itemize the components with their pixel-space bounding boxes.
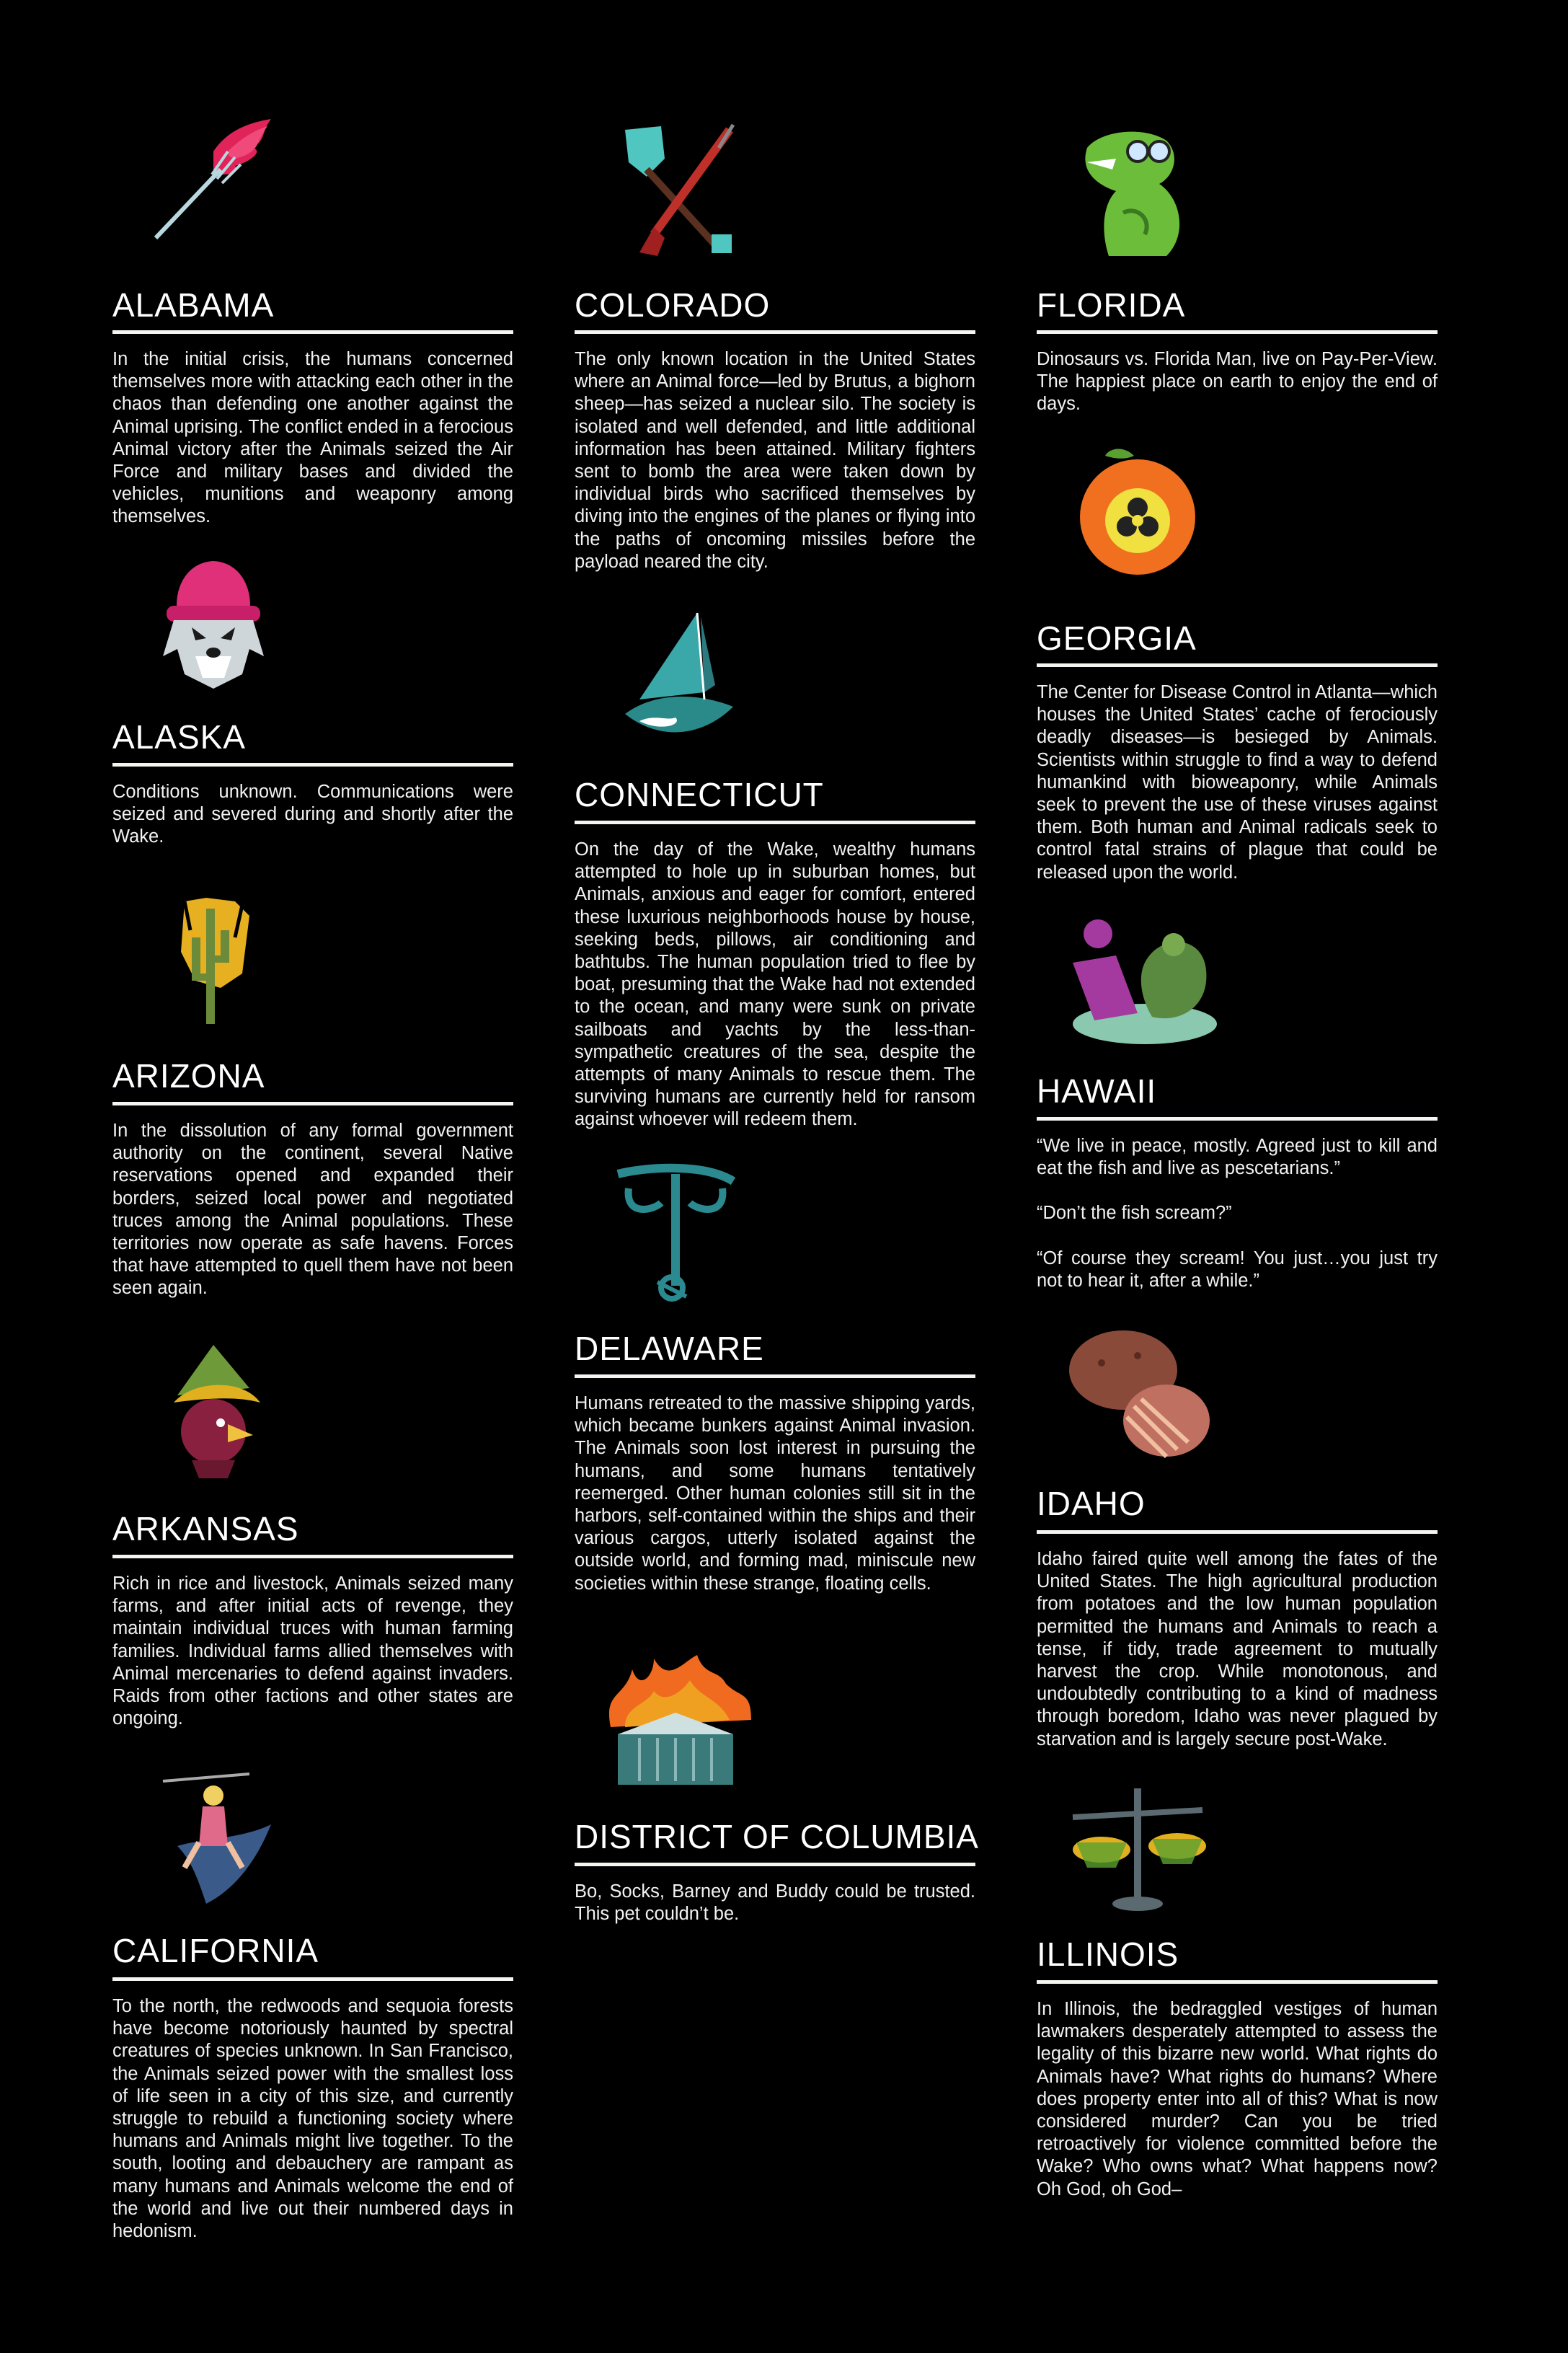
paragraph: The only known location in the United States where an Animal force—led by Brutus, a bighorn sheep—has seized a nuclear silo. The society is isolated and well defended, and little additional information has been attained. Military fighters sent to bomb the area were taken down by individual birds who sacrificed themselves by diving into the engines of the planes or flying into the paths of oncoming missiles before the payload neared the city. bbox=[575, 349, 975, 572]
paragraph: In Illinois, the bedraggled vestiges of human lawmakers desperately attempted to assess the legality of this bizarre new world. What rights do Animals have? What rights do humans? Where does property enter into all of this? What is now considered murder? Can you be tried retroactively for violence committed before the Wake? Who owns what? What happens now? Oh God, oh God– bbox=[1037, 1999, 1438, 2199]
sinking-sailboat-icon bbox=[596, 606, 755, 750]
state-title: CALIFORNIA bbox=[112, 1932, 319, 1969]
burning-white-house-icon bbox=[596, 1648, 755, 1792]
biohazard-peach-icon bbox=[1058, 441, 1217, 586]
title-divider bbox=[112, 1102, 513, 1105]
title-divider bbox=[1037, 1117, 1438, 1121]
state-description bbox=[1037, 1135, 1438, 1292]
paragraph: In the dissolution of any formal government authority on the continent, several Native reservations opened and expanded their borders, seized local power and negotiated truces among the Animal populations. These territories now operate as safe havens. Forces that have attempted to quell them have not been seen again. bbox=[112, 1121, 513, 1299]
state-description bbox=[575, 839, 975, 1131]
state-description bbox=[1037, 1998, 1438, 2201]
state-description bbox=[112, 1995, 513, 2243]
paragraph: “We live in peace, mostly. Agreed just to kill and eat the fish and live as pescetarians.” bbox=[1037, 1136, 1438, 1179]
state-title: DELAWARE bbox=[575, 1330, 764, 1367]
state-description bbox=[112, 1573, 513, 1730]
title-divider bbox=[575, 1374, 975, 1378]
state-title: HAWAII bbox=[1037, 1072, 1157, 1110]
paragraph: In the initial crisis, the humans concerned themselves more with attacking each other in the chaos than defending one another against the Animal uprising. The conflict ended in a ferocious Animal victory after the Animals seized the Air Force and military bases and divided the vehicles, munitions and weaponry among themselves. bbox=[112, 349, 513, 527]
paragraph: On the day of the Wake, wealthy humans attempted to hole up in suburban homes, but Animals, anxious and eager for comfort, entered these luxurious neighborhoods house by house, seeking beds, pillows, air conditioning and bathtubs. The human population tried to flee by boat, presuming that the Wake had not extended to the ocean, and many were sunk on private sailboats and yachts by the less-than-sympathetic creatures of the sea, despite the attempts of many Animals to rescue them. The surviving humans are currently held for ransom against whoever will redeem them. bbox=[575, 839, 975, 1130]
title-divider bbox=[1037, 1980, 1438, 1984]
anchor-icon bbox=[596, 1160, 755, 1304]
wolf-with-hat-icon bbox=[134, 548, 293, 692]
title-divider bbox=[112, 1555, 513, 1558]
state-title: ILLINOIS bbox=[1037, 1935, 1179, 1973]
state-title: GEORGIA bbox=[1037, 619, 1197, 657]
paragraph: Idaho faired quite well among the fates of the United States. The high agricultural production from potatoes and the low human population permitted the humans and Animals to reach a tense, if tidy, trade agreement to mutually harvest the crop. While monotonous, and undoubtedly contributing to a kind of madness through boredom, Idaho was never plagued by starvation and is largely secure post-Wake. bbox=[1037, 1549, 1438, 1749]
paragraph: Humans retreated to the massive shipping yards, which became bunkers against Animal invasion. The Animals soon lost interest in pursuing the humans, and some humans tentatively reemerged. Other human colonies still sit in the harbors, self-contained within the ships and their various cargos, utterly isolated against the outside world, and forming mad, miniscule new societies within these strange, floating cells. bbox=[575, 1393, 975, 1594]
paragraph: Rich in rice and livestock, Animals seized many farms, and after initial acts of revenge, they maintain individual truces with human farming families. Individual farms allied themselves with Animal mercenaries to defend against invaders. Raids from other factions and other states are ongoing. bbox=[112, 1573, 513, 1729]
state-title: FLORIDA bbox=[1037, 286, 1186, 324]
surfer-on-shark-icon bbox=[134, 1767, 293, 1911]
scales-with-corn-icon bbox=[1058, 1774, 1217, 1918]
state-description bbox=[1037, 348, 1438, 416]
paragraph: “Don’t the fish scream?” bbox=[1037, 1203, 1232, 1224]
state-title: CONNECTICUT bbox=[575, 776, 824, 813]
title-divider bbox=[112, 763, 513, 767]
title-divider bbox=[575, 821, 975, 824]
state-title: ARIZONA bbox=[112, 1057, 265, 1095]
potatoes-icon bbox=[1058, 1320, 1217, 1464]
dinosaur-icon bbox=[1058, 119, 1217, 263]
title-divider bbox=[575, 330, 975, 334]
flaming-fork-icon bbox=[127, 108, 285, 252]
state-title: IDAHO bbox=[1037, 1485, 1146, 1522]
man-and-turtle-icon bbox=[1058, 905, 1217, 1049]
state-description bbox=[575, 348, 975, 573]
state-description bbox=[112, 348, 513, 529]
state-title: COLORADO bbox=[575, 286, 771, 324]
state-description bbox=[1037, 1548, 1438, 1751]
paragraph: Bo, Socks, Barney and Buddy could be trusted. This pet couldn’t be. bbox=[575, 1881, 975, 1925]
bird-with-rice-icon bbox=[134, 1338, 293, 1482]
state-description bbox=[112, 1120, 513, 1300]
paragraph: Dinosaurs vs. Florida Man, live on Pay-Per-View. The happiest place on earth to enjoy the end of days. bbox=[1037, 349, 1438, 415]
state-description bbox=[1037, 681, 1438, 884]
state-description bbox=[112, 781, 513, 849]
cactus-icon bbox=[134, 887, 293, 1031]
state-title: ALABAMA bbox=[112, 286, 275, 324]
paragraph: “Of course they scream! You just…you just try not to hear it, after a while.” bbox=[1037, 1248, 1438, 1291]
state-title: ALASKA bbox=[112, 718, 246, 756]
state-title: ARKANSAS bbox=[112, 1510, 299, 1548]
title-divider bbox=[1037, 330, 1438, 334]
paragraph: The Center for Disease Control in Atlanta—which houses the United States’ cache of ferociously deadly diseases—is besieged by Animals. Scientists within struggle to find a way to defend humankind with bioweaponry, while Animals seek to prevent the use of these viruses against them. Both human and Animal radicals seek to control fatal strains of plague that could be released upon the world. bbox=[1037, 682, 1438, 883]
title-divider bbox=[1037, 1530, 1438, 1534]
title-divider bbox=[575, 1863, 975, 1866]
paragraph: To the north, the redwoods and sequoia forests have become notoriously haunted by spectral creatures of species unknown. In San Francisco, the Animals seized power with the smallest loss of life seen in a city of this size, and currently struggle to rebuild a functioning society where humans and Animals might live together. To the south, looting and debauchery are rampant as many humans and Animals welcome the end of the world and live out their numbered days in hedonism. bbox=[112, 1996, 513, 2242]
state-title: DISTRICT OF COLUMBIA bbox=[575, 1818, 979, 1855]
paragraph: Conditions unknown. Communications were seized and severed during and shortly after the Wake. bbox=[112, 782, 513, 847]
shovel-and-rifle-icon bbox=[596, 119, 755, 263]
title-divider bbox=[1037, 663, 1438, 667]
state-description bbox=[575, 1392, 975, 1595]
title-divider bbox=[112, 330, 513, 334]
title-divider bbox=[112, 1977, 513, 1981]
state-description bbox=[575, 1881, 975, 1925]
